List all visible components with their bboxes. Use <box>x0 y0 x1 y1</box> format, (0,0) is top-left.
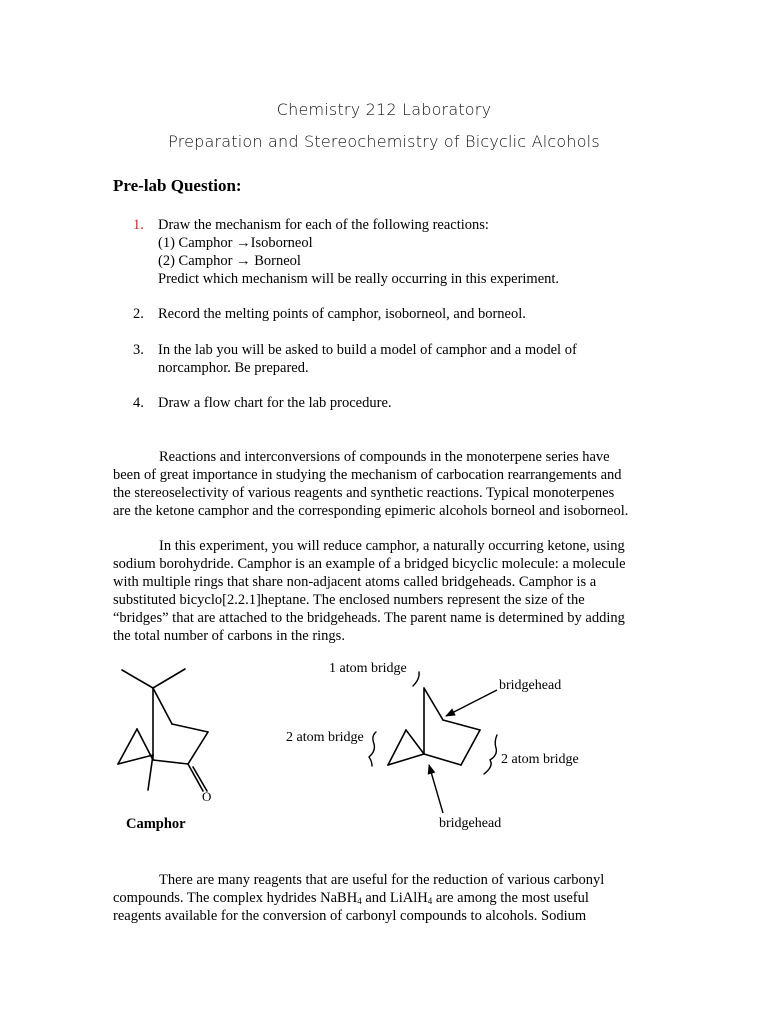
experiment-paragraph <box>113 537 658 645</box>
paragraph-line: Reactions and interconversions of compounds in the monoterpene series have <box>159 449 610 465</box>
question-number: 3. <box>133 342 144 358</box>
question-text: Predict which mechanism will be really occurring in this experiment. <box>158 271 560 287</box>
question-text: In the lab you will be asked to build a model of camphor and a model of <box>158 342 577 358</box>
paragraph-line: reagents available for the conversion of carbonyl compounds to alcohols. Sodium <box>113 908 587 924</box>
bridge-braces <box>369 672 497 774</box>
paragraph-line-hydrides: compounds. The complex hydrides NaBH$_4$ and LiAlH$_4$ are among the most useful <box>113 890 589 906</box>
camphor-structure <box>118 669 208 791</box>
course-title: Chemistry 212 Laboratory <box>276 100 492 119</box>
reagents-paragraph <box>113 871 658 925</box>
question-number: 4. <box>133 395 144 411</box>
paragraph-line: with multiple rings that share non-adjacent atoms called bridgeheads. Camphor is a <box>113 574 597 590</box>
lab-title: Preparation and Stereochemistry of Bicyclic Alcohols <box>168 132 600 151</box>
bicyclic-structures-figure <box>0 655 768 845</box>
two-atom-bridge-left-label: 2 atom bridge <box>286 730 364 745</box>
paragraph-line: sodium borohydride. Camphor is an example of a bridged bicyclic molecule: a molecule <box>113 556 626 572</box>
oxygen-label: O <box>202 789 212 804</box>
paragraph-line: In this experiment, you will reduce camphor, a naturally occurring ketone, using <box>159 538 625 554</box>
one-atom-bridge-label: 1 atom bridge <box>329 661 407 676</box>
question-text: Draw a flow chart for the lab procedure. <box>158 395 392 411</box>
paragraph-line: been of great importance in studying the mechanism of carbocation rearrangements and <box>113 467 622 483</box>
bridgehead-bottom-label: bridgehead <box>439 816 502 831</box>
norbornane-structure <box>388 688 480 765</box>
two-atom-bridge-right-label: 2 atom bridge <box>501 752 579 767</box>
question-text: (1) Camphor →Isoborneol <box>158 235 313 251</box>
question-number: 2. <box>133 306 144 322</box>
paragraph-line: are the ketone camphor and the corresponding epimeric alcohols borneol and isoborneol. <box>113 503 629 519</box>
prelab-heading: Pre-lab Question: <box>113 176 242 195</box>
paragraph-line: the total number of carbons in the rings. <box>113 628 345 644</box>
question-text: norcamphor. Be prepared. <box>158 360 309 376</box>
paragraph-line: There are many reagents that are useful for the reduction of various carbonyl <box>159 872 605 888</box>
paragraph-line: “bridges” that are attached to the bridgeheads. The parent name is determined by adding <box>113 610 625 626</box>
bridgehead-arrows <box>429 690 497 813</box>
paragraph-line: substituted bicyclo[2.2.1]heptane. The enclosed numbers represent the size of the <box>113 592 585 608</box>
bridgehead-top-label: bridgehead <box>499 678 562 693</box>
question-number: 1. <box>133 217 144 233</box>
question-text: Draw the mechanism for each of the following reactions: <box>158 217 489 233</box>
question-text: Record the melting points of camphor, isoborneol, and borneol. <box>158 306 526 322</box>
camphor-label: Camphor <box>126 816 186 832</box>
paragraph-line: the stereoselectivity of various reagents and synthetic reactions. Typical monoterpenes <box>113 485 615 501</box>
intro-paragraph <box>113 448 658 520</box>
question-text: (2) Camphor → Borneol <box>158 253 301 269</box>
